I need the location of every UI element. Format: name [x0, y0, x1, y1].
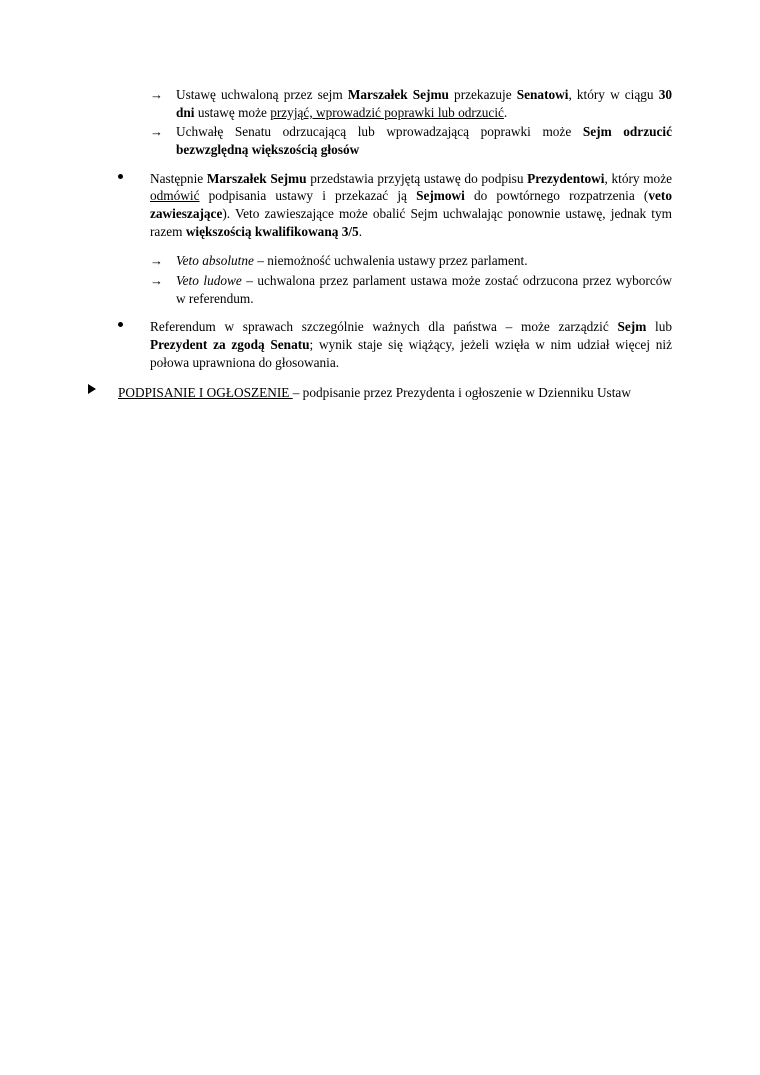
document-body [88, 86, 672, 402]
text-run: Sejm odrzucić bezwzględną większością głosów [176, 124, 672, 158]
text-run: , który w ciągu [568, 87, 659, 102]
triangle-arrow-icon [88, 384, 118, 400]
text-run: lub [646, 319, 672, 335]
text-run: – uchwalona przez parlament ustawa może zostać odrzucona przez wyborców w referendum. [176, 273, 672, 306]
list-item-text [150, 318, 672, 371]
list-item-text [118, 384, 672, 402]
text-run: Veto absolutne [176, 253, 254, 269]
text-run: – niemożność uchwalenia ustawy przez parlament. [253, 253, 528, 269]
text-run: Referendum w sprawach szczególnie ważnych dla państwa – może zarządzić [150, 319, 618, 335]
list-item [88, 384, 672, 402]
text-run: Marszałek Sejmu [206, 170, 307, 186]
text-run: – podpisanie przez Prezydenta i ogłoszenie w Dzienniku Ustaw [292, 385, 631, 401]
text-run: podpisania ustawy i przekazać ją [199, 188, 417, 204]
arrow-icon: → [150, 253, 163, 269]
text-run: przyjąć, wprowadzić poprawki lub odrzucić [270, 104, 504, 120]
text-run: odmówić [150, 188, 200, 204]
text-run: Uchwałę Senatu odrzucającą lub wprowadzającą poprawki może [176, 124, 583, 140]
list-item-text [176, 123, 672, 158]
text-run: Veto ludowe [176, 273, 242, 289]
text-run: ). Veto zawieszające może obalić Sejm uchwalając ponownie ustawę, jednak tym razem [150, 206, 672, 239]
list-item [150, 272, 672, 307]
text-run: Sejm [617, 319, 647, 335]
text-run: . [358, 223, 363, 239]
text-run: przedstawia przyjętą ustawę do podpisu [306, 170, 528, 186]
list-item [150, 86, 672, 121]
text-run: 30 dni [176, 87, 672, 120]
list-item-text [176, 272, 672, 307]
text-run: . [503, 104, 508, 120]
text-run: PODPISANIE I OGŁOSZENIE [118, 385, 293, 401]
text-run: Sejmowi [416, 188, 465, 204]
text-run: większością kwalifikowaną 3/5 [185, 223, 359, 239]
text-run: Następnie [150, 170, 207, 186]
list-item-text [150, 170, 672, 241]
text-run: przekazuje [448, 87, 517, 102]
text-run: Ustawę uchwaloną przez sejm [176, 87, 348, 102]
list-item-text [176, 252, 672, 270]
arrow-icon: → [150, 124, 163, 140]
list-item [150, 252, 672, 270]
text-run: Prezydentowi [527, 170, 605, 186]
text-run: ustawę może [194, 104, 271, 120]
text-run: ; wynik staje się wiążący, jeżeli wzięła w nim udział więcej niż połowa uprawniona do głosowania. [150, 337, 672, 370]
bullet-icon [114, 170, 150, 186]
text-run: Marszałek Sejmu [347, 87, 449, 102]
text-run: Senatowi [516, 87, 569, 102]
text-run: do powtórnego rozpatrzenia ( [464, 188, 649, 204]
text-run: , który może [604, 170, 673, 186]
text-run: veto zawieszające [150, 188, 672, 222]
text-run: Prezydent za zgodą Senatu [150, 337, 310, 353]
list-item-text [176, 86, 672, 121]
bullet-icon [114, 318, 150, 334]
arrow-icon: → [150, 87, 163, 102]
arrow-icon: → [150, 273, 163, 289]
list-item [114, 318, 672, 371]
list-item [114, 170, 672, 241]
list-item [150, 123, 672, 158]
